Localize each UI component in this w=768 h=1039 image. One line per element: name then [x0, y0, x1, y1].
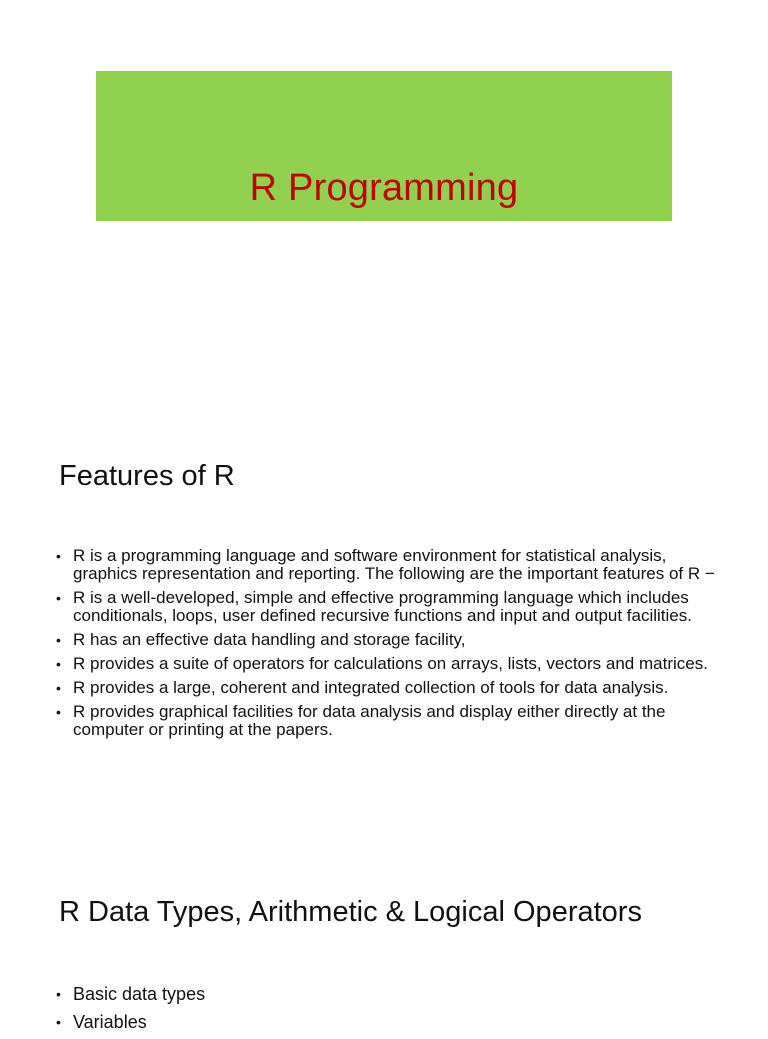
data-types-slide — [0, 860, 768, 1032]
data-types-bullet-list — [56, 983, 716, 1039]
bullet-item — [56, 679, 716, 697]
slide-title: R Programming — [249, 167, 519, 209]
bullet-icon: • — [56, 590, 61, 606]
title-box — [96, 71, 672, 221]
bullet-icon: • — [56, 680, 61, 696]
bullet-icon: • — [56, 656, 61, 672]
bullet-icon: • — [56, 704, 61, 720]
bullet-item — [56, 703, 716, 739]
bullet-item — [56, 1011, 716, 1033]
bullet-item — [56, 547, 716, 583]
bullet-item — [56, 983, 716, 1005]
bullet-item — [56, 655, 716, 673]
bullet-icon: • — [56, 986, 61, 1002]
bullet-text: Basic data types — [73, 984, 206, 1004]
bullet-text: R provides a large, coherent and integrated collection of tools for data analysis. — [73, 678, 669, 697]
bullet-text: R provides graphical facilities for data analysis and display either directly at the computer or printing at the papers. — [73, 702, 666, 739]
bullet-item — [56, 589, 716, 625]
features-heading: Features of R — [59, 460, 235, 492]
bullet-icon: • — [56, 548, 61, 564]
bullet-text: R is a well-developed, simple and effective programming language which includes conditionals, loops, user defined recursive functions and input and output facilities. — [73, 588, 692, 625]
bullet-icon: • — [56, 1014, 61, 1030]
bullet-text: R provides a suite of operators for calculations on arrays, lists, vectors and matrices. — [73, 654, 708, 673]
bullet-text: Variables — [73, 1012, 147, 1032]
features-bullet-list — [56, 547, 716, 745]
bullet-icon: • — [56, 632, 61, 648]
title-slide — [0, 0, 768, 430]
bullet-text: R has an effective data handling and storage facility, — [73, 630, 466, 649]
bullet-item — [56, 631, 716, 649]
bullet-text: R is a programming language and software environment for statistical analysis, graphics representation and reporting. The following are the important features of R − — [73, 546, 715, 583]
data-types-heading: R Data Types, Arithmetic & Logical Operators — [59, 896, 642, 928]
features-slide — [0, 430, 768, 860]
